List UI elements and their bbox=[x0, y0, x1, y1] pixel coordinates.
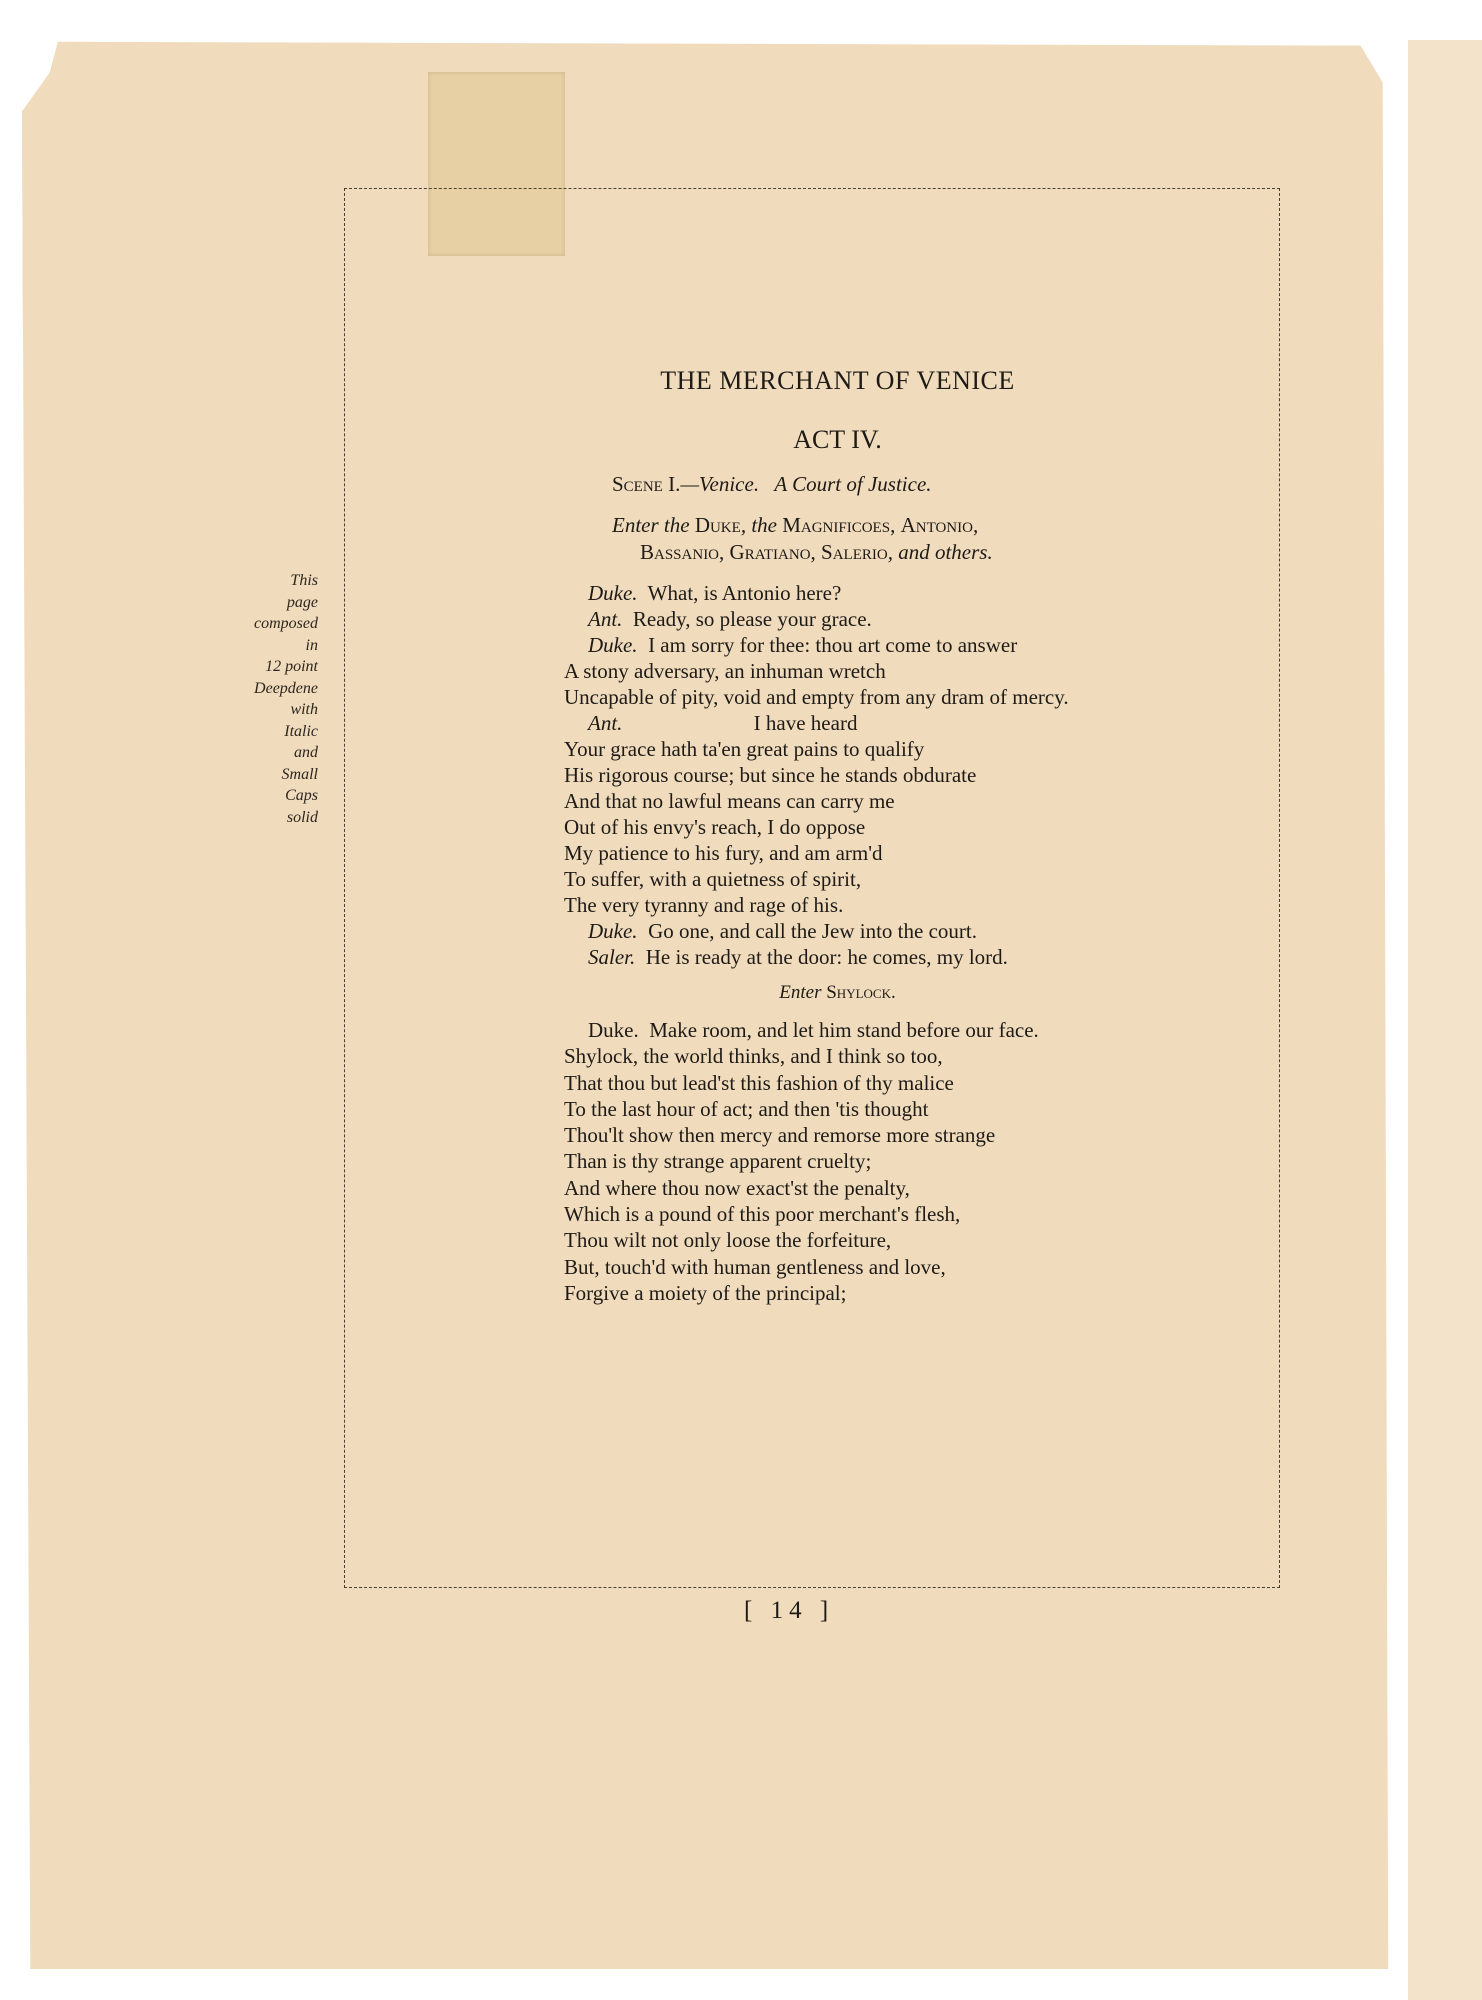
scene-location: —Venice. A Court of Justice. bbox=[680, 472, 932, 496]
verse-line bbox=[564, 1254, 1164, 1280]
line-text: Uncapable of pity, void and empty from any dram of mercy. bbox=[564, 685, 1069, 709]
sd-name: Antonio bbox=[900, 513, 973, 537]
verse-line bbox=[564, 814, 1164, 840]
verse-line bbox=[564, 1227, 1164, 1253]
speaker-name: Duke. bbox=[588, 633, 638, 657]
margin-note-line: and bbox=[294, 744, 318, 761]
sd-text: Enter bbox=[779, 982, 827, 1003]
line-text: Thou'lt show then mercy and remorse more strange bbox=[564, 1123, 996, 1148]
sd-name: Shylock bbox=[826, 982, 891, 1003]
verse-line bbox=[564, 736, 1164, 762]
sd-text: , bbox=[890, 513, 901, 537]
scene-heading bbox=[612, 472, 932, 497]
margin-note-line: Small bbox=[281, 765, 318, 783]
verse-line bbox=[564, 632, 1164, 658]
sd-text: , the bbox=[740, 513, 783, 537]
speaker-name: Saler. bbox=[588, 945, 636, 969]
margin-note-line: Italic bbox=[284, 722, 318, 740]
line-text: To suffer, with a quietness of spirit, bbox=[564, 867, 862, 891]
margin-note-line: with bbox=[290, 701, 318, 718]
page-number: [ 14 ] bbox=[744, 1597, 835, 1624]
speaker-name: Duke. bbox=[588, 581, 638, 605]
line-text: I am sorry for thee: thou art come to answer bbox=[637, 633, 1018, 657]
verse-block-1 bbox=[564, 580, 1164, 970]
verse-line bbox=[564, 1175, 1164, 1201]
line-text: What, is Antonio here? bbox=[637, 581, 842, 605]
sd-name: Bassanio bbox=[640, 540, 720, 564]
speaker-name: Ant. bbox=[588, 607, 623, 631]
line-text: Thou wilt not only loose the forfeiture, bbox=[564, 1228, 892, 1253]
verse-line bbox=[564, 684, 1164, 710]
verse-line bbox=[564, 1043, 1164, 1069]
margin-note-line: in bbox=[305, 636, 318, 654]
margin-note-line: This bbox=[290, 572, 318, 589]
line-text: Shylock, the world thinks, and I think so too, bbox=[564, 1044, 943, 1069]
stage-direction-enter-shylock bbox=[560, 982, 1115, 1004]
sd-text: . bbox=[890, 982, 896, 1003]
verse-line bbox=[564, 762, 1164, 788]
sd-text: , bbox=[810, 540, 822, 564]
adjacent-page-edge bbox=[1408, 40, 1482, 2000]
verse-line bbox=[564, 580, 1164, 606]
margin-note-line: Deepdene bbox=[254, 679, 318, 697]
stage-direction-entrance-line2 bbox=[640, 540, 993, 565]
speaker-name: Duke. bbox=[588, 919, 638, 943]
line-text: Which is a pound of this poor merchant's flesh, bbox=[564, 1202, 961, 1227]
sd-text: Enter the bbox=[612, 513, 695, 537]
line-text: Than is thy strange apparent cruelty; bbox=[564, 1149, 872, 1174]
verse-line bbox=[564, 1017, 1164, 1043]
speaker-name: Duke. bbox=[588, 1018, 639, 1042]
sd-name: Gratiano bbox=[729, 540, 811, 564]
line-text: Make room, and let him stand before our face. bbox=[638, 1018, 1039, 1042]
verse-line bbox=[564, 1280, 1164, 1306]
line-text: That thou but lead'st this fashion of thy malice bbox=[564, 1070, 954, 1095]
margin-note bbox=[238, 570, 318, 828]
margin-note-line: Caps bbox=[285, 787, 318, 804]
verse-line bbox=[564, 606, 1164, 632]
line-text: A stony adversary, an inhuman wretch bbox=[564, 659, 886, 683]
line-text: My patience to his fury, and am arm'd bbox=[564, 841, 883, 865]
line-text: He is ready at the door: he comes, my lord. bbox=[635, 945, 1008, 969]
verse-line bbox=[564, 892, 1164, 918]
verse-line bbox=[564, 710, 1164, 736]
verse-block-2 bbox=[564, 1017, 1164, 1306]
verse-line bbox=[564, 788, 1164, 814]
sd-name: Magnificoes bbox=[782, 513, 891, 537]
line-text: Ready, so please your grace. bbox=[622, 607, 872, 631]
line-text: And that no lawful means can carry me bbox=[564, 789, 895, 813]
verse-line bbox=[564, 1122, 1164, 1148]
act-heading: ACT IV. bbox=[793, 425, 882, 454]
margin-note-line: composed bbox=[254, 615, 318, 632]
line-text: And where thou now exact'st the penalty, bbox=[564, 1175, 910, 1200]
sd-name: Duke bbox=[694, 513, 741, 537]
verse-line bbox=[564, 658, 1164, 684]
verse-line bbox=[564, 866, 1164, 892]
margin-note-line: solid bbox=[286, 808, 318, 826]
line-text: To the last hour of act; and then 'tis thought bbox=[564, 1096, 929, 1121]
line-text: The very tyranny and rage of his. bbox=[564, 893, 844, 917]
line-text: But, touch'd with human gentleness and love, bbox=[564, 1254, 946, 1279]
scene-label: Scene I. bbox=[612, 472, 681, 496]
speaker-name: Ant. bbox=[588, 711, 623, 735]
line-text: Go one, and call the Jew into the court. bbox=[637, 919, 977, 943]
play-title: THE MERCHANT OF VENICE bbox=[660, 366, 1015, 395]
verse-line bbox=[564, 1096, 1164, 1122]
margin-note-line: page bbox=[286, 593, 318, 611]
sd-name: Salerio bbox=[821, 540, 888, 564]
verse-line bbox=[564, 1070, 1164, 1096]
verse-line bbox=[564, 944, 1164, 970]
verse-line bbox=[564, 840, 1164, 866]
verse-line bbox=[564, 1201, 1164, 1227]
verse-line bbox=[564, 918, 1164, 944]
line-text: I have heard bbox=[622, 711, 858, 735]
sd-text: , bbox=[972, 513, 979, 537]
line-text: Your grace hath ta'en great pains to qualify bbox=[564, 737, 925, 761]
line-text: Out of his envy's reach, I do oppose bbox=[564, 815, 866, 839]
sd-text: , and others. bbox=[887, 540, 993, 564]
verse-line bbox=[564, 1148, 1164, 1174]
line-text: His rigorous course; but since he stands obdurate bbox=[564, 763, 977, 787]
sd-text: , bbox=[719, 540, 730, 564]
stage-direction-entrance-line1 bbox=[612, 513, 978, 538]
margin-note-line: 12 point bbox=[265, 658, 318, 675]
line-text: Forgive a moiety of the principal; bbox=[564, 1280, 847, 1305]
